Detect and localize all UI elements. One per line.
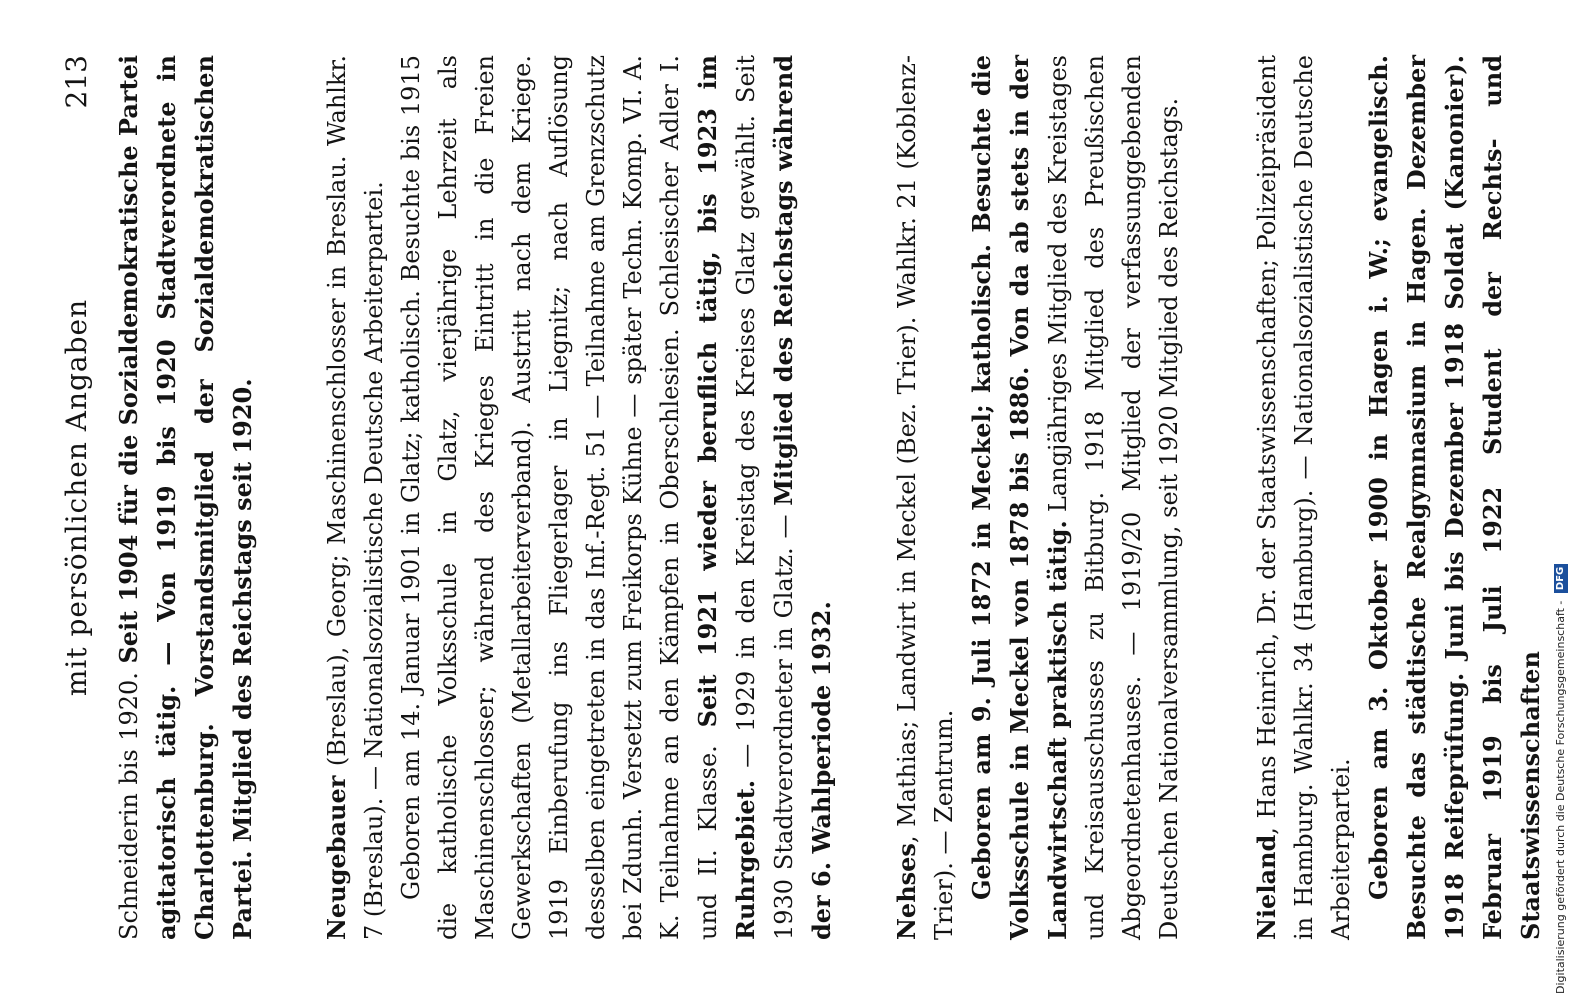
entry-nieland [1248, 55, 1550, 940]
bold-text-run: Geboren am 9. Juli 1872 in Meckel; katholisch. Besuchte die Volksschule in Meckel von 1878 bis 1886. Von da ab stets in der Landwirtschaft praktisch tätig. [967, 55, 1072, 940]
bold-text-run: Nehses [892, 843, 921, 940]
running-title: mit persönlichen Angaben [60, 298, 93, 697]
entry-nehses [888, 55, 1188, 940]
entry-paragraph [1248, 55, 1360, 940]
entry-paragraph [110, 55, 262, 940]
text-run: Langjähriges Mitglied des Kreistages und Kreisausschusses zu Bitburg. 1918 Mitglied des Preußischen Abgeordnetenhauses. — 1919/20 Mitglied der verfassunggebenden Deutschen Nationalversammlung, seit 1920 Mitglied des Reichstags. [1044, 55, 1183, 940]
bold-text-run: Seit 1904 für die Sozialdemokratische Partei agitatorisch tätig. — Von 1919 bis 1920 Stadtverordnete in Charlottenburg. Vorstandsmitglied der Sozialdemokratischen Partei. Mitglied des Reichstags seit 1920. [114, 55, 257, 940]
credit-label: Digitalisierung gefördert durch die Deutsche Forschungsgemeinschaft - [1554, 600, 1567, 994]
running-head [60, 55, 106, 940]
text-run: , Hans Heinrich, Dr. der Staatswissenschaften; Polizeipräsident in Hamburg. Wahlkr. 34 (Hamburg). — Nationalsozialistische Deutsche Arbeiterpartei. [1253, 55, 1355, 940]
entry-paragraph [963, 55, 1188, 940]
text-run: Schneiderin bis 1920. [115, 663, 143, 940]
dfg-logo-icon: DFG [1554, 564, 1568, 593]
page-number: 213 [60, 55, 93, 109]
bold-text-run: Seit 1921 wieder beruflich tätig, bis 1923 im Ruhrgebiet. [693, 55, 760, 940]
entry-paragraph [318, 55, 393, 940]
text-run: — 1929 in den Kreistag des Kreises Glatz gewählt. Seit 1930 Stadtverordneter in Glatz. — [732, 55, 798, 940]
entry-paragraph [888, 55, 963, 940]
bold-text-run: Nieland [1252, 834, 1281, 940]
text-run: , Mathias; Landwirt in Meckel (Bez. Trier). Wahlkr. 21 (Koblenz-Trier). — Zentrum. [893, 55, 958, 940]
entry-neugebauer [318, 55, 841, 940]
digitization-credit-text [1548, 8, 1574, 994]
digitization-credit [1548, 8, 1574, 994]
entry-paragraph [1360, 55, 1550, 940]
bold-text-run: Geboren am 3. Oktober 1900 in Hagen i. W.; evangelisch. Besuchte das städtische Realgymnasium in Hagen. Dezember 1918 Reifeprüfung. Juni bis Dezember 1918 Soldat (Kanonier). Februar 1919 bis Juli 1922 Student der Rechts- und Staatswissenschaften [1364, 55, 1545, 940]
text-run: (Breslau), Georg; Maschinenschlosser in Breslau. Wahlkr. 7 (Breslau). — Nationalsozialistische Deutsche Arbeiterpartei. [323, 55, 388, 940]
entry-continuation [110, 55, 262, 940]
text-run: Geboren am 14. Januar 1901 in Glatz; katholisch. Besuchte bis 1915 die katholische Volksschule in Glatz, vierjährige Lehrzeit als Maschinenschlosser; während des Krieges Eintritt in die Freien Gewerkschaften (Metallarbeiterverband). Austritt nach dem Kriege. 1919 Einberufung ins Fliegerlager in Liegnitz; nach Auflösung desselben eingetreten in das Inf.-Regt. 51 — Teilnahme am Grenzschutz bei Zdunh. Versetzt zum Freikorps Kühne — später Techn. Komp. VI. A. K. Teilnahme an den Kämpfen in Oberschlesien. Schlesischer Adler I. und II. Klasse. [397, 55, 722, 940]
entry-paragraph [393, 55, 841, 940]
bold-text-run: Mitglied des Reichstags während der 6. Wahlperiode 1932. [769, 55, 836, 940]
bold-text-run: Neugebauer [322, 775, 351, 940]
